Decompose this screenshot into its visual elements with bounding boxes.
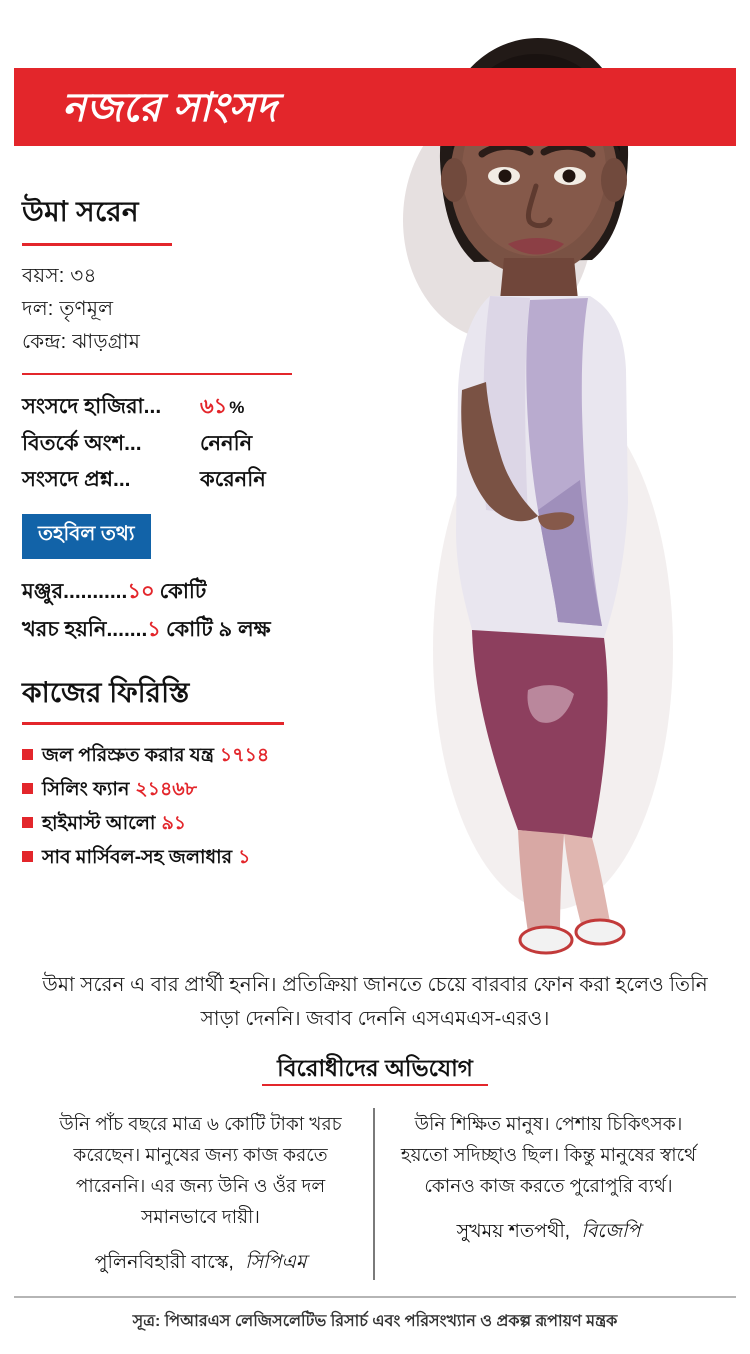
fund-tag: তহবিল তথ্য bbox=[22, 514, 151, 559]
square-bullet-icon bbox=[22, 783, 33, 794]
quote-left-text: উনি পাঁচ বছরে মাত্র ৬ কোটি টাকা খরচ করেছেন। মানুষের জন্য কাজ করতে পারেননি। এর জন্য উনি ও ওঁর দল সমানভাবে দায়ী। bbox=[59, 1113, 342, 1227]
stat-attendance-unit: % bbox=[229, 398, 245, 417]
mp-portrait bbox=[378, 10, 738, 970]
stat-questions-value: করেননি bbox=[200, 468, 266, 491]
stat-questions-label: সংসদে প্রশ্ন... bbox=[22, 468, 131, 491]
work-label: জল পরিস্রুত করার যন্ত্র bbox=[42, 745, 214, 766]
work-count: ১৭১৪ bbox=[219, 745, 270, 766]
note-paragraph: উমা সরেন এ বার প্রার্থী হননি। প্রতিক্রিয়া জানতে চেয়ে বারবার ফোন করা হলেও তিনি সাড়া দেননি। জবাব দেননি এসএমএস-এরও। bbox=[42, 974, 708, 1030]
stat-debates-label: বিতর্কে অংশ... bbox=[22, 432, 142, 455]
quotes-section bbox=[28, 1108, 722, 1280]
stat-attendance-value: ৬১ bbox=[200, 395, 228, 418]
fund-unspent-amount: ১ bbox=[147, 618, 161, 641]
stat-debates bbox=[22, 426, 372, 462]
source-divider bbox=[14, 1296, 736, 1298]
quote-right-party: বিজেপি bbox=[581, 1221, 641, 1242]
mp-portrait-illustration bbox=[378, 10, 738, 970]
work-count: ২১৪৬৮ bbox=[135, 779, 197, 800]
fund-sanctioned-suffix: কোটি bbox=[159, 580, 207, 603]
list-item bbox=[22, 807, 372, 841]
work-count: ১ bbox=[238, 847, 251, 868]
page-title: নজরে সাংসদ bbox=[62, 86, 278, 130]
quote-right-attribution bbox=[391, 1217, 706, 1249]
square-bullet-icon bbox=[22, 851, 33, 862]
list-item bbox=[22, 739, 372, 773]
square-bullet-icon bbox=[22, 817, 33, 828]
list-item bbox=[22, 841, 372, 875]
quote-right-text: উনি শিক্ষিত মানুষ। পেশায় চিকিৎসক। হয়তো সদিচ্ছাও ছিল। কিন্তু মানুষের স্বার্থে কোনও কাজ করতে পুরোপুরি ব্যর্থ। bbox=[400, 1113, 697, 1196]
name-underline bbox=[22, 243, 172, 246]
list-item bbox=[22, 773, 372, 807]
mp-constituency: কেন্দ্র: ঝাড়গ্রাম bbox=[22, 331, 141, 353]
square-bullet-icon bbox=[22, 749, 33, 760]
fund-unspent-label: খরচ হয়নি....... bbox=[22, 618, 148, 641]
work-label: সাব মার্সিবল-সহ জলাধার bbox=[42, 847, 233, 868]
works-underline bbox=[22, 722, 284, 725]
fund-sanctioned-amount: ১০ bbox=[127, 580, 155, 603]
opposition-underline bbox=[262, 1084, 488, 1086]
work-count: ৯১ bbox=[161, 813, 187, 834]
quote-left-attribution bbox=[44, 1248, 357, 1280]
quote-left-name: পুলিনবিহারী বাস্কে, bbox=[94, 1252, 234, 1273]
section-divider bbox=[22, 373, 292, 375]
quote-left-party: সিপিএম bbox=[245, 1252, 307, 1273]
quote-left bbox=[28, 1108, 375, 1280]
source-note: সূত্র: পিআরএস লেজিসলেটিভ রিসার্চ এবং পরিসংখ্যান ও প্রকল্প রূপায়ণ মন্ত্রক bbox=[132, 1313, 618, 1330]
profile-panel bbox=[22, 190, 372, 875]
fund-sanctioned-label: মঞ্জুর........... bbox=[22, 580, 128, 603]
mp-age: বয়স: ৩৪ bbox=[22, 265, 97, 287]
fund-unspent-suffix: কোটি ৯ লক্ষ bbox=[165, 618, 271, 641]
mp-party: দল: তৃণমূল bbox=[22, 298, 114, 320]
stat-attendance bbox=[22, 389, 372, 426]
works-heading: কাজের ফিরিস্তি bbox=[22, 677, 190, 708]
quote-right-name: সুখময় শতপথী, bbox=[456, 1221, 571, 1242]
fund-unspent bbox=[22, 611, 372, 649]
stat-attendance-label: সংসদে হাজিরা... bbox=[22, 395, 162, 418]
stat-questions bbox=[22, 462, 372, 498]
stat-debates-value: নেননি bbox=[200, 432, 253, 455]
work-label: সিলিং ফ্যান bbox=[42, 779, 130, 800]
quote-right bbox=[375, 1108, 722, 1280]
opposition-heading: বিরোধীদের অভিযোগ bbox=[277, 1055, 473, 1081]
work-label: হাইমাস্ট আলো bbox=[42, 813, 156, 834]
fund-sanctioned bbox=[22, 573, 372, 611]
mp-name: উমা সরেন bbox=[22, 196, 139, 227]
